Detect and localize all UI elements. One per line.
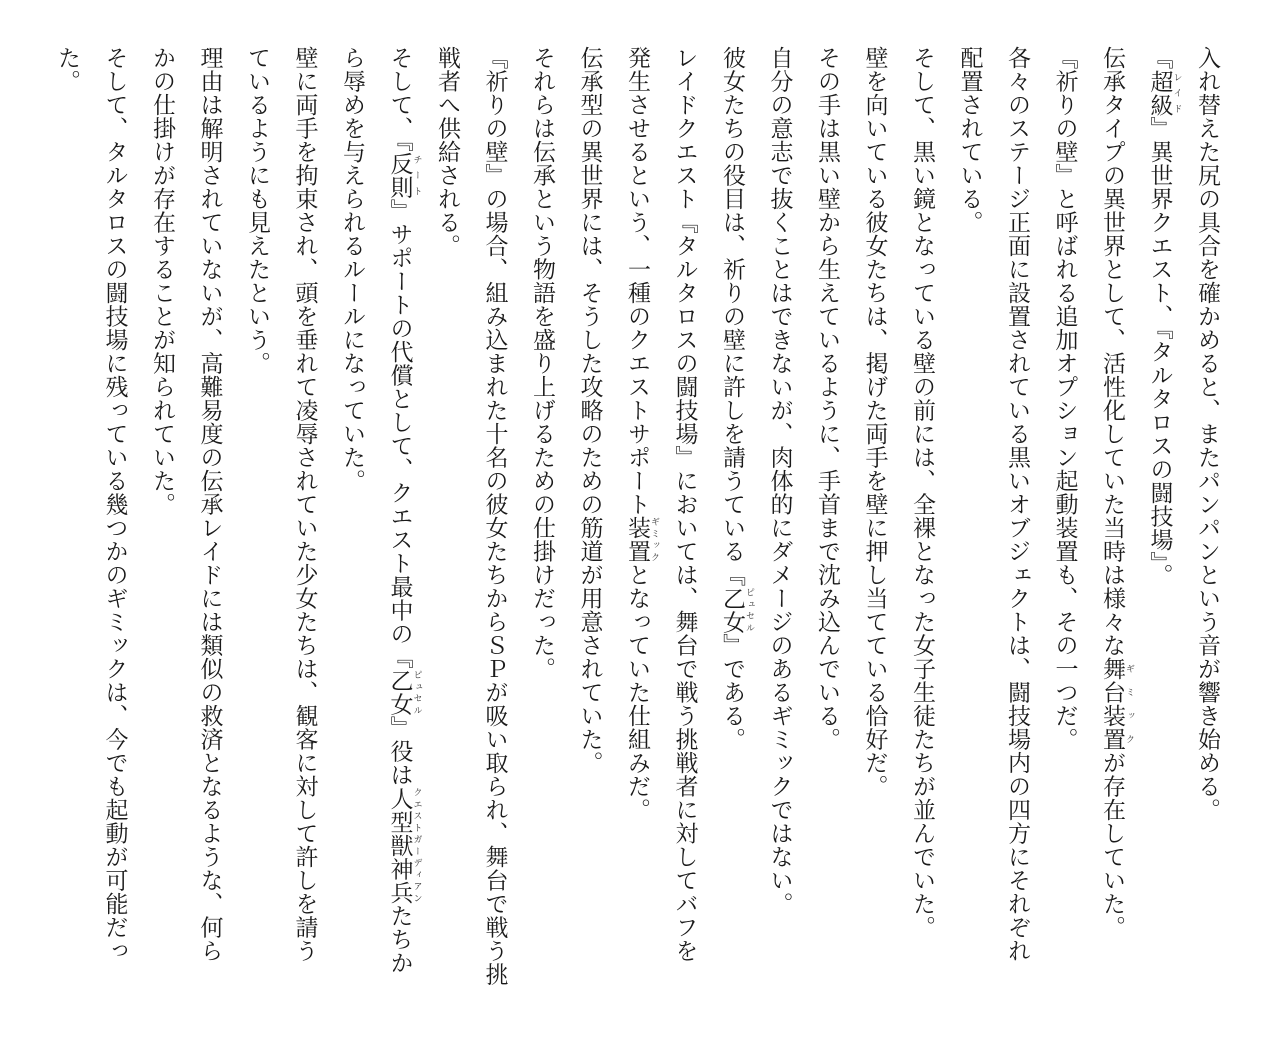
text-line	[328, 46, 376, 1036]
text-line	[423, 46, 471, 1036]
text-segment: 彼女たちの役目は、祈りの壁に許しを請うている『	[719, 46, 745, 587]
text-segment: そして、『	[386, 46, 413, 152]
text-line	[755, 46, 803, 1036]
text-line	[90, 46, 138, 1036]
ruby-base: 乙女	[386, 669, 413, 716]
text-segment: 壁に両手を拘束され、頭を垂れて凌辱されていた少女たちは、観客に対して許しを請う	[291, 46, 318, 963]
text-segment: その手は黒い壁から生えているように、手首まで沈み込んでいる。	[814, 46, 840, 751]
text-segment: 『	[1146, 46, 1173, 70]
text-line	[185, 46, 233, 1036]
text-line	[233, 46, 281, 1036]
text-segment: 配置されている。	[956, 46, 983, 234]
text-line	[993, 46, 1041, 1036]
text-segment: レイドクエスト『タルタロスの闘技場』においては、舞台で戦う挑戦者に対してバフを	[671, 46, 698, 963]
text-segment: そして、黒い鏡となっている壁の前には、全裸となった女子生徒たちが並んでいた。	[909, 46, 935, 939]
text-segment: が存在していた。	[1099, 751, 1125, 939]
text-line	[1135, 46, 1183, 1036]
ruby-reading: ギミック	[649, 516, 659, 563]
text-segment: 伝承タイプの異世界として、活性化していた当時は様々な	[1099, 46, 1125, 657]
text-line	[470, 46, 518, 1036]
text-segment: 』異世界クエスト、『タルタロスの闘技場』。	[1146, 116, 1173, 587]
ruby-base: 舞台装置	[1099, 657, 1125, 751]
ruby-reading: ピュセル	[411, 669, 422, 716]
text-line	[850, 46, 898, 1036]
ruby-annotated-word	[624, 516, 659, 563]
text-segment: ているようにも見えたという。	[244, 46, 270, 375]
ruby-reading: チート	[411, 152, 422, 199]
ruby-annotated-word	[386, 152, 422, 199]
text-line	[803, 46, 851, 1036]
text-segment: た。	[54, 46, 80, 93]
ruby-reading: レイド	[1171, 69, 1182, 117]
ruby-base: 装置	[624, 516, 650, 563]
text-line	[613, 46, 661, 1036]
text-segment: 自分の意志で抜くことはできないが、肉体的にダメージのあるギミックではない。	[766, 46, 793, 916]
text-line	[565, 46, 613, 1036]
text-segment: かの仕掛けが存在することが知られていた。	[149, 46, 175, 516]
text-segment: となっていた仕組みだ。	[624, 563, 650, 822]
ruby-base: 乙女	[719, 586, 745, 634]
text-segment: たちか	[386, 904, 413, 975]
ruby-base: 反則	[386, 152, 413, 199]
text-line	[1040, 46, 1088, 1036]
text-segment: 』役は	[386, 716, 413, 787]
ruby-reading: ギミック	[1124, 657, 1134, 751]
ruby-annotated-word	[386, 669, 422, 716]
ruby-annotated-word	[719, 586, 754, 634]
text-segment: 『祈りの壁』の場合、組み込まれた十名の彼女たちからＳＰが吸い取られ、舞台で戦う挑	[481, 46, 508, 986]
text-segment: 』サポートの代償として、クエスト最中の『	[386, 199, 413, 669]
text-segment: 入れ替えた尻の具合を確かめると、またパンパンという音が響き始める。	[1194, 46, 1220, 822]
ruby-annotated-word	[1099, 657, 1134, 751]
ruby-reading: クエストガーディアン	[411, 786, 422, 904]
text-line	[1183, 46, 1231, 1036]
text-line	[945, 46, 993, 1036]
ruby-base: 超級	[1146, 69, 1173, 117]
text-line	[375, 46, 423, 1036]
text-line	[43, 46, 91, 1036]
text-line	[280, 46, 328, 1036]
text-segment: 各々のステージ正面に設置されている黒いオブジェクトは、闘技場内の四方にそれぞれ	[1004, 46, 1030, 963]
text-segment: そして、タルタロスの闘技場に残っている幾つかのギミックは、今でも起動が可能だっ	[101, 46, 128, 963]
text-line	[1088, 46, 1136, 1036]
ruby-annotated-word	[386, 786, 422, 905]
text-segment: それらは伝承という物語を盛り上げるための仕掛けだった。	[529, 46, 555, 681]
text-segment: 伝承型の異世界には、そうした攻略のための筋道が用意されていた。	[576, 46, 603, 775]
text-line	[708, 46, 756, 1036]
ruby-annotated-word	[1146, 69, 1182, 117]
vertical-text-document	[43, 46, 1231, 1036]
text-line	[660, 46, 708, 1036]
text-segment: 理由は解明されていないが、高難易度の伝承レイドには類似の救済となるような、何ら	[196, 46, 223, 963]
text-line	[518, 46, 566, 1036]
text-segment: 』である。	[719, 633, 745, 751]
text-line	[898, 46, 946, 1036]
text-segment: 『祈りの壁』と呼ばれる追加オプション起動装置も、その一つだ。	[1051, 46, 1078, 751]
ruby-base: 人型獣神兵	[386, 786, 413, 904]
text-line	[138, 46, 186, 1036]
ruby-reading: ピュセル	[744, 586, 754, 634]
text-segment: 発生させるという、一種のクエストサポート	[624, 46, 650, 516]
text-segment: 壁を向いている彼女たちは、掲げた両手を壁に押し当てている恰好だ。	[861, 46, 888, 798]
text-segment: ら辱めを与えられるルールになっていた。	[339, 46, 365, 493]
text-segment: 戦者へ供給される。	[434, 46, 460, 258]
